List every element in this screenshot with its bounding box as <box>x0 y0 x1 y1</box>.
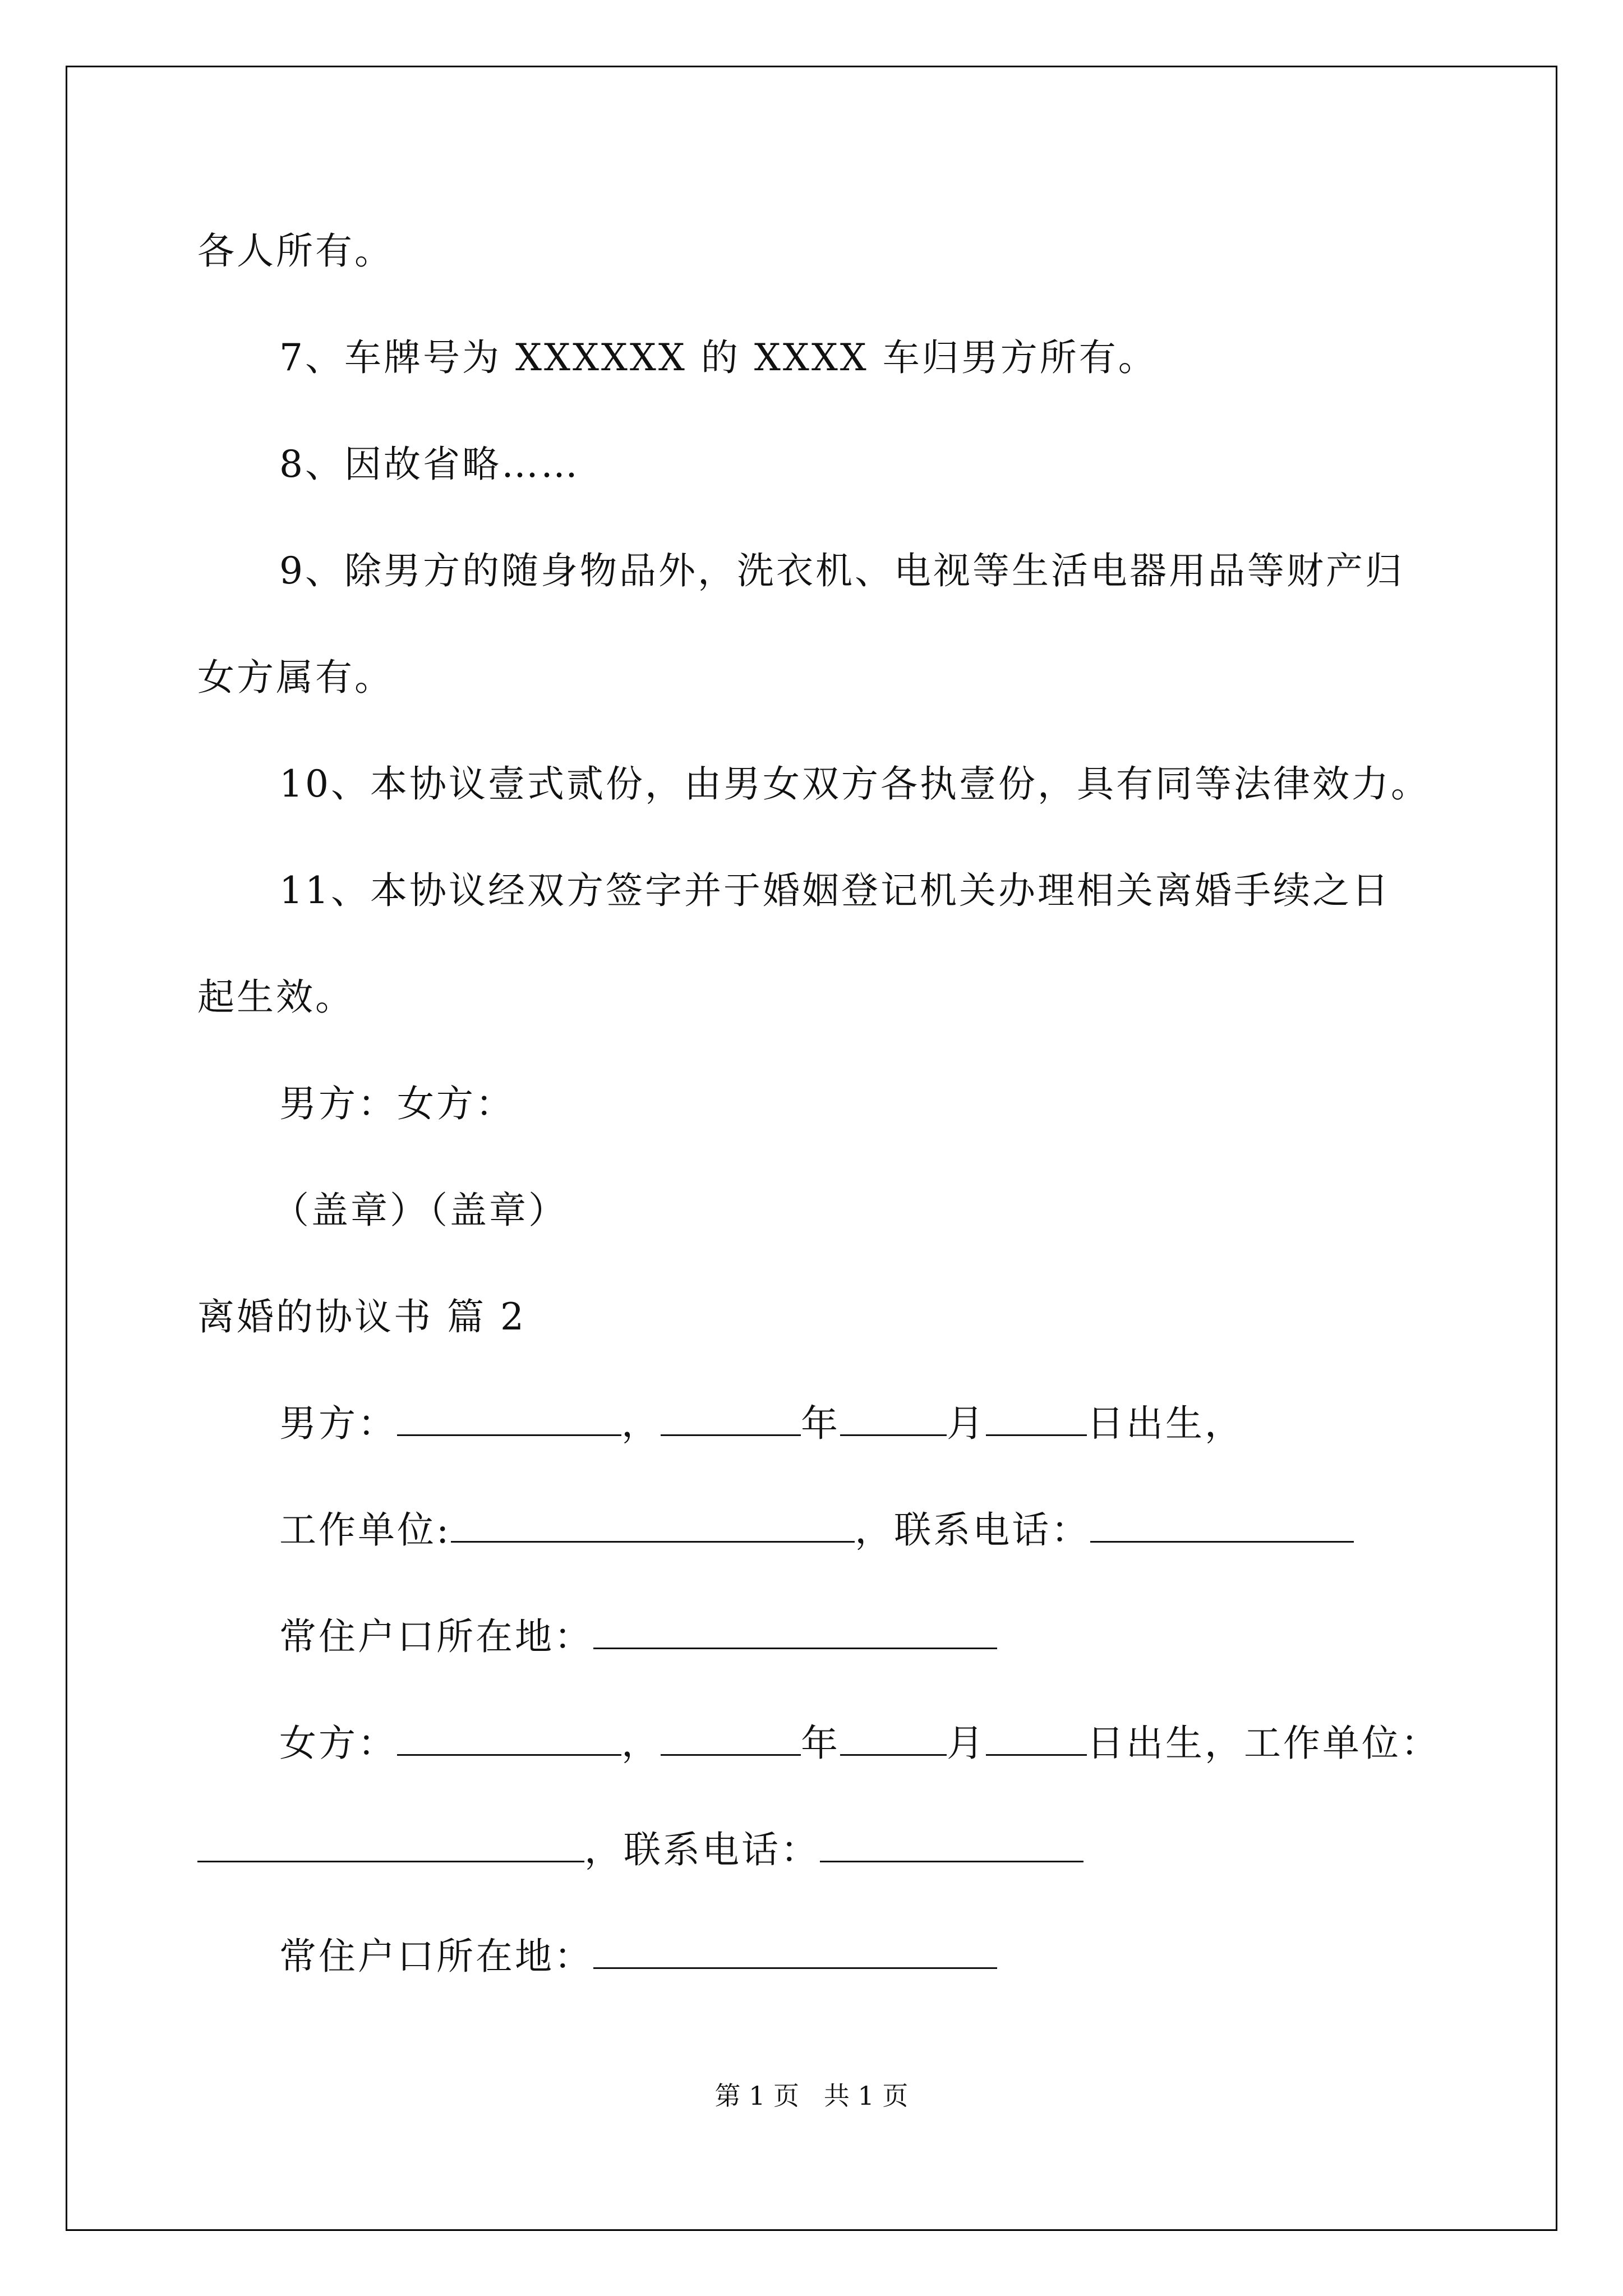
text-line-2: 7、车牌号为 XXXXXX 的 XXXX 车归男方所有。 <box>279 336 1158 379</box>
text-line-3: 8、因故省略…… <box>279 443 580 486</box>
text-line-5: 女方属有。 <box>197 656 394 699</box>
female-residence-blank <box>593 1935 997 1969</box>
page-border <box>66 66 1557 2231</box>
female-phone-blank <box>820 1828 1083 1862</box>
female-label: 女方： <box>279 1722 397 1765</box>
section-heading: 离婚的协议书 篇 2 <box>197 1295 526 1338</box>
text-line-7: 11、本协议经双方签字并于婚姻登记机关办理相关离婚手续之日 <box>279 869 1391 912</box>
female-work-blank <box>197 1828 584 1862</box>
phone-label: ，联系电话： <box>855 1508 1091 1552</box>
female-day-blank <box>986 1722 1087 1756</box>
born-label: 日出生， <box>1087 1402 1244 1445</box>
text-line-4: 9、除男方的随身物品外，洗衣机、电视等生活电器用品等财产归 <box>279 549 1404 592</box>
female-year-blank <box>661 1722 801 1756</box>
residence-label: 常住户口所在地： <box>279 1615 593 1658</box>
male-work-line <box>279 1508 1354 1553</box>
comma: ， <box>621 1402 661 1445</box>
female-work-line <box>197 1828 1083 1872</box>
male-info-line <box>279 1401 1244 1446</box>
text-line-1: 各人所有。 <box>197 229 394 273</box>
page-footer: 第 1 页 共 1 页 <box>714 2081 909 2111</box>
female-residence-line <box>279 1934 997 1979</box>
female-name-blank <box>397 1722 621 1756</box>
male-phone-blank <box>1090 1508 1354 1543</box>
female-info-line <box>279 1721 1440 1766</box>
text-line-6: 10、本协议壹式贰份，由男女双方各执壹份，具有同等法律效力。 <box>279 762 1430 806</box>
male-month-blank <box>840 1402 947 1436</box>
text-line-8: 起生效。 <box>197 976 354 1019</box>
residence-label: 常住户口所在地： <box>279 1935 593 1978</box>
seal-line: （盖章）（盖章） <box>272 1189 568 1232</box>
year-label: 年 <box>801 1722 840 1765</box>
phone-label: ，联系电话： <box>584 1828 820 1871</box>
male-year-blank <box>661 1402 801 1436</box>
comma: ， <box>621 1722 661 1765</box>
signature-line: 男方：女方： <box>279 1082 515 1125</box>
male-day-blank <box>986 1402 1087 1436</box>
female-month-blank <box>840 1722 947 1756</box>
month-label: 月 <box>947 1402 986 1445</box>
male-name-blank <box>397 1402 621 1436</box>
born-work-label: 日出生，工作单位： <box>1087 1722 1440 1765</box>
male-label: 男方： <box>279 1402 397 1445</box>
male-work-blank <box>451 1508 855 1543</box>
work-label: 工作单位: <box>279 1508 451 1552</box>
male-residence-blank <box>593 1615 997 1649</box>
month-label: 月 <box>947 1722 986 1765</box>
year-label: 年 <box>801 1402 840 1445</box>
male-residence-line <box>279 1614 997 1659</box>
